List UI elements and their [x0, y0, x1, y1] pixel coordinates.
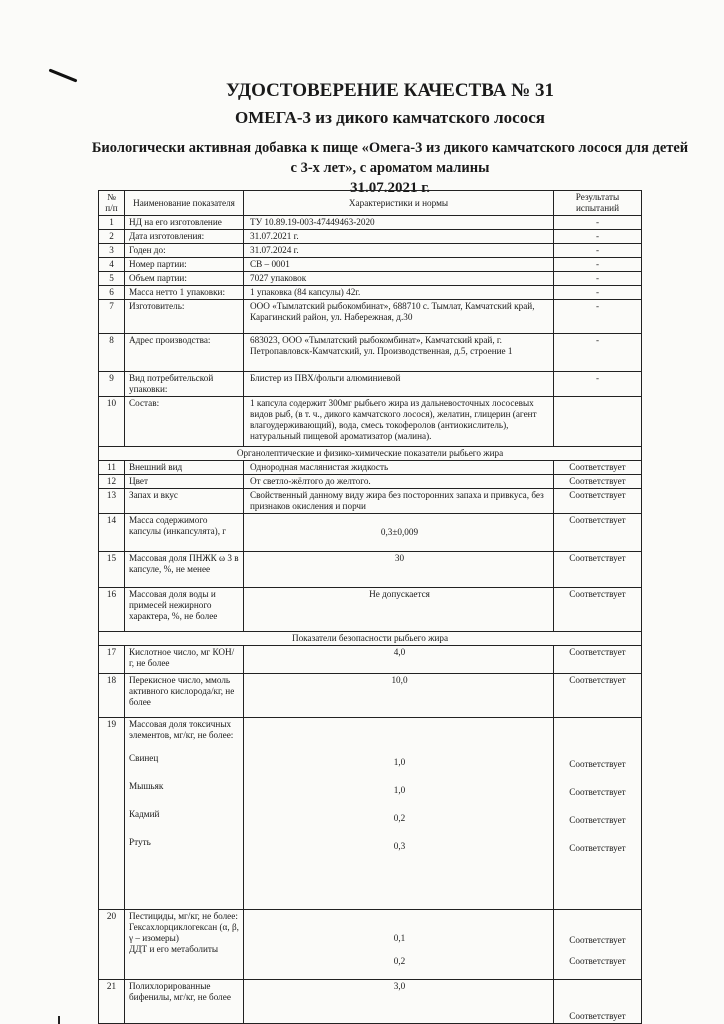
row-value: 30	[244, 552, 554, 588]
element-cadmium: Кадмий	[129, 809, 160, 819]
row-results	[554, 910, 642, 980]
table-row	[99, 286, 642, 300]
table-row	[99, 244, 642, 258]
row-num: 13	[99, 489, 125, 514]
table-header-row	[99, 191, 642, 216]
row-result: -	[554, 216, 642, 230]
row-num: 12	[99, 475, 125, 489]
row-value: 31.07.2021 г.	[244, 230, 554, 244]
document-header	[90, 70, 690, 197]
result-ddt: Соответствует	[569, 956, 626, 966]
row-num: 3	[99, 244, 125, 258]
row-result: Соответствует	[554, 646, 642, 674]
row-value: Не допускается	[244, 588, 554, 632]
element-arsenic: Мышьяк	[129, 781, 164, 791]
result-cadmium: Соответствует	[569, 815, 626, 825]
table-row	[99, 552, 642, 588]
row-result: Соответствует	[554, 588, 642, 632]
table-row	[99, 718, 642, 910]
section-title-organoleptic: Органолептические и физико-химические показатели рыбьего жира	[99, 447, 642, 461]
row-value: 3,0	[244, 980, 554, 1024]
document-subtitle: ОМЕГА-3 из дикого камчатского лосося	[235, 108, 545, 127]
col-num-header: № п/п	[99, 191, 125, 216]
row-num: 8	[99, 334, 125, 372]
row-result: -	[554, 300, 642, 334]
table-row	[99, 910, 642, 980]
table-row	[99, 475, 642, 489]
result-hch: Соответствует	[569, 935, 626, 945]
table-row	[99, 272, 642, 286]
col-char-header: Характеристики и нормы	[244, 191, 554, 216]
row-result: Соответствует	[554, 552, 642, 588]
row-name	[125, 910, 244, 980]
result-lead: Соответствует	[569, 759, 626, 769]
row-value: 0,3±0,009	[244, 514, 554, 552]
row-value: 7027 упаковок	[244, 272, 554, 286]
row-values	[244, 910, 554, 980]
table-row	[99, 514, 642, 552]
table-row	[99, 397, 642, 447]
row-name: Цвет	[125, 475, 244, 489]
value-cadmium: 0,2	[393, 813, 406, 823]
row-value: 31.07.2024 г.	[244, 244, 554, 258]
row-values	[244, 718, 554, 910]
row-result: Соответствует	[554, 514, 642, 552]
row-value: СВ – 0001	[244, 258, 554, 272]
pesticide-hch: Гексахлорциклогексан (α, β, γ – изомеры)	[129, 922, 239, 943]
value-ddt: 0,2	[393, 956, 406, 966]
col-name-header: Наименование показателя	[125, 191, 244, 216]
table-row	[99, 489, 642, 514]
result-arsenic: Соответствует	[569, 787, 626, 797]
result-mercury: Соответствует	[569, 843, 626, 853]
table-row	[99, 980, 642, 1024]
row-result: -	[554, 372, 642, 397]
row-value: 10,0	[244, 674, 554, 718]
row-num: 16	[99, 588, 125, 632]
table-row	[99, 334, 642, 372]
general-info-rows	[99, 216, 642, 447]
row-name: Кислотное число, мг КОН/г, не более	[125, 646, 244, 674]
row-num: 14	[99, 514, 125, 552]
row-name: Изготовитель:	[125, 300, 244, 334]
table-row	[99, 300, 642, 334]
document-date: 31.07.2021 г.	[349, 180, 431, 196]
row-num: 2	[99, 230, 125, 244]
product-description: Биологически активная добавка к пище «Омега-3 из дикого камчатского лосося для детей с 3-х лет», с ароматом малины	[91, 140, 689, 176]
scan-edge-mark	[58, 1016, 60, 1024]
table-row	[99, 588, 642, 632]
organoleptic-rows	[99, 461, 642, 632]
row-name: НД на его изготовление	[125, 216, 244, 230]
row-value: ООО «Тымлатский рыбокомбинат», 688710 с. Тымлат, Камчатский край, Карагинский район, ул. Набережная, д.30	[244, 300, 554, 334]
row-value: 4,0	[244, 646, 554, 674]
table-row	[99, 230, 642, 244]
table-row	[99, 461, 642, 475]
quality-table	[98, 190, 642, 1024]
row-name: Масса содержимого капсулы (инкапсулята), г	[125, 514, 244, 552]
row-name: Масса нетто 1 упаковки:	[125, 286, 244, 300]
pesticide-ddt: ДДТ и его метаболиты	[129, 944, 219, 954]
row-result: Соответствует	[554, 980, 642, 1024]
row-num: 20	[99, 910, 125, 980]
row-name: Перекисное число, ммоль активного кислорода/кг, не более	[125, 674, 244, 718]
section-row	[99, 632, 642, 646]
row-result: Соответствует	[554, 475, 642, 489]
row-num: 15	[99, 552, 125, 588]
row-result: -	[554, 230, 642, 244]
row-num: 19	[99, 718, 125, 910]
row-result: -	[554, 286, 642, 300]
document-title: УДОСТОВЕРЕНИЕ КАЧЕСТВА № 31	[225, 80, 555, 101]
row-num: 1	[99, 216, 125, 230]
row-name: Адрес производства:	[125, 334, 244, 372]
row-result	[554, 397, 642, 447]
pen-stroke-mark	[49, 68, 78, 82]
row-name: Полихлорированные бифенилы, мг/кг, не более	[125, 980, 244, 1024]
row-result: -	[554, 258, 642, 272]
row-value: Однородная маслянистая жидкость	[244, 461, 554, 475]
safety-rows	[99, 646, 642, 718]
row-value: ТУ 10.89.19-003-47449463-2020	[244, 216, 554, 230]
table-row	[99, 258, 642, 272]
row-value: От светло-жёлтого до желтого.	[244, 475, 554, 489]
value-lead: 1,0	[393, 757, 406, 767]
value-arsenic: 1,0	[393, 785, 406, 795]
row-results	[554, 718, 642, 910]
row-name-text: Пестициды, мг/кг, не более:	[129, 911, 238, 921]
element-mercury: Ртуть	[129, 837, 151, 847]
row-name: Дата изготовления:	[125, 230, 244, 244]
row-name: Объем партии:	[125, 272, 244, 286]
table-row	[99, 646, 642, 674]
row-name	[125, 718, 244, 910]
row-name: Массовая доля ПНЖК ω 3 в капсуле, %, не менее	[125, 552, 244, 588]
row-result: -	[554, 244, 642, 258]
row-num: 17	[99, 646, 125, 674]
section-row	[99, 447, 642, 461]
row-value: Свойственный данному виду жира без посторонних запаха и привкуса, без признаков окисления и порчи	[244, 489, 554, 514]
element-lead: Свинец	[129, 753, 159, 763]
row-name: Запах и вкус	[125, 489, 244, 514]
table-row	[99, 216, 642, 230]
row-num: 7	[99, 300, 125, 334]
row-name: Внешний вид	[125, 461, 244, 475]
row-num: 11	[99, 461, 125, 475]
row-result: -	[554, 334, 642, 372]
value-mercury: 0,3	[393, 841, 406, 851]
table-row	[99, 674, 642, 718]
row-result: Соответствует	[554, 674, 642, 718]
row-num: 9	[99, 372, 125, 397]
row-value: 683023, ООО «Тымлатский рыбокомбинат», Камчатский край, г. Петропавловск-Камчатский, ул. Производственная, д.5, строение 1	[244, 334, 554, 372]
row-name: Массовая доля воды и примесей нежирного характера, %, не более	[125, 588, 244, 632]
section-title-safety: Показатели безопасности рыбьего жира	[99, 632, 642, 646]
row-num: 10	[99, 397, 125, 447]
row-name-text: Массовая доля токсичных элементов, мг/кг, не более:	[129, 719, 234, 740]
row-num: 18	[99, 674, 125, 718]
row-value: Блистер из ПВХ/фольги алюминиевой	[244, 372, 554, 397]
row-num: 21	[99, 980, 125, 1024]
row-num: 5	[99, 272, 125, 286]
col-result-header: Результаты испытаний	[554, 191, 642, 216]
row-num: 6	[99, 286, 125, 300]
row-result: Соответствует	[554, 461, 642, 475]
row-result: Соответствует	[554, 489, 642, 514]
row-name: Годен до:	[125, 244, 244, 258]
value-hch: 0,1	[393, 933, 406, 943]
row-value: 1 капсула содержит 300мг рыбьего жира из дальневосточных лососевых видов рыб, (в т. ч., дикого камчатского лосося), желатин, глицерин (агент влагоудерживающий), вода, смесь токоферолов (антиокислитель), натуральный пищевой ароматизатор (малина).	[244, 397, 554, 447]
row-num: 4	[99, 258, 125, 272]
table-row	[99, 372, 642, 397]
row-name: Номер партии:	[125, 258, 244, 272]
row-name: Вид потребительской упаковки:	[125, 372, 244, 397]
row-name: Состав:	[125, 397, 244, 447]
row-value: 1 упаковка (84 капсулы) 42г.	[244, 286, 554, 300]
row-result: -	[554, 272, 642, 286]
